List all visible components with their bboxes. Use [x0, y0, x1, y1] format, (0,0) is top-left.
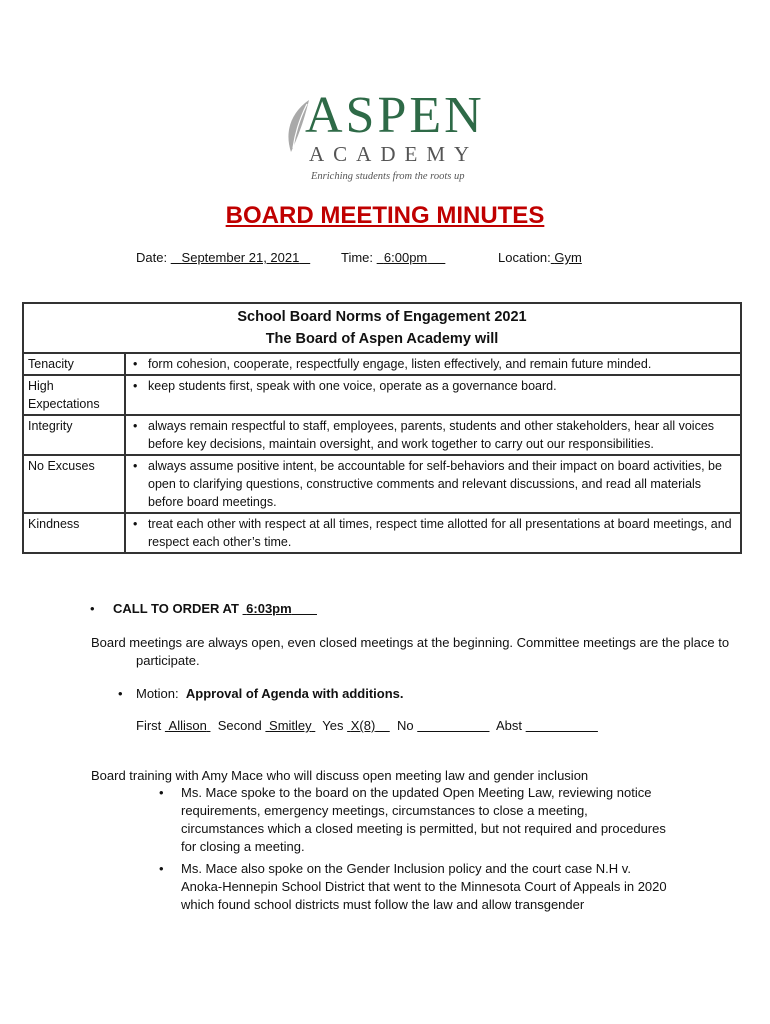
no-value: [417, 718, 489, 733]
table-row: [23, 375, 741, 415]
aspen-academy-logo: [283, 87, 493, 190]
time-field: [341, 250, 445, 265]
vote-line: [136, 717, 598, 735]
location-field: [498, 250, 582, 265]
norm-text: • form cohesion, cooperate, respectfully engage, listen effectively, and remain future minded.: [125, 353, 741, 375]
norm-name: No Excuses: [23, 455, 125, 513]
norm-name: Kindness: [23, 513, 125, 553]
logo-subtitle: ACADEMY: [309, 142, 479, 166]
table-row: [23, 415, 741, 455]
location-label: Location:: [498, 250, 551, 265]
time-label: Time:: [341, 250, 374, 265]
norm-text: • keep students first, speak with one voice, operate as a governance board.: [125, 375, 741, 415]
motion-label: Motion:: [136, 686, 179, 701]
second-label: Second: [217, 718, 262, 733]
open-meetings-paragraph: Board meetings are always open, even closed meetings at the beginning. Committee meetings are the place to participate.: [91, 635, 730, 668]
training-bullet-2: Ms. Mace also spoke on the Gender Inclusion policy and the court case N.H v. Anoka-Hennepin School District that went to the Minnesota Court of Appeals in 2020 which found school districts must follow the law and allow transgender: [181, 861, 667, 912]
table-row: [23, 353, 741, 375]
motion-line: [136, 685, 404, 703]
norm-name: Tenacity: [23, 353, 125, 375]
no-label: No: [397, 718, 414, 733]
date-label: Date:: [136, 250, 168, 265]
norms-heading: [23, 303, 741, 353]
bullet-icon: •: [118, 686, 123, 701]
document-title: BOARD MEETING MINUTES: [225, 202, 545, 229]
norms-heading-subtitle: The Board of Aspen Academy will: [265, 331, 499, 347]
second-value: Smitley: [269, 718, 312, 733]
date-value: September 21, 2021: [181, 250, 300, 265]
logo-wordmark: ASPEN: [305, 87, 485, 144]
logo-tagline: Enriching students from the roots up: [311, 171, 465, 182]
norm-name: High Expectations: [23, 375, 125, 415]
abst-value: [526, 718, 598, 733]
first-label: First: [136, 718, 162, 733]
bullet-icon: •: [159, 861, 164, 876]
norm-text: • always remain respectful to staff, employees, parents, students and other stakeholders, hear all voices before key decisions, maintain oversight, and work together to carry out our responsibilities.: [125, 415, 741, 455]
time-value: 6:00pm: [383, 250, 428, 265]
first-value: Allison: [168, 718, 207, 733]
call-to-order: [113, 600, 317, 618]
table-row: [23, 455, 741, 513]
bullet-icon: •: [159, 785, 164, 800]
training-intro: Board training with Amy Mace who will discuss open meeting law and gender inclusion: [91, 768, 589, 783]
norm-name: Integrity: [23, 415, 125, 455]
table-row: [23, 513, 741, 553]
location-value: Gym: [554, 250, 582, 265]
norms-heading-title: School Board Norms of Engagement 2021: [237, 309, 527, 325]
bullet-icon: •: [90, 601, 95, 616]
norm-text: • treat each other with respect at all times, respect time allotted for all presentations at board meetings, and respect each other’s time.: [125, 513, 741, 553]
abst-label: Abst: [496, 718, 523, 733]
training-bullet-1: Ms. Mace spoke to the board on the updated Open Meeting Law, reviewing notice requirements, emergency meetings, circumstances to close a meeting, circumstances which a closed meeting is permitted, but not required and procedures for closing a meeting.: [181, 785, 666, 854]
yes-value: X(8): [350, 718, 376, 733]
date-field: [136, 250, 310, 265]
call-to-order-label: CALL TO ORDER AT: [113, 601, 239, 616]
motion-text: Approval of Agenda with additions.: [185, 686, 404, 701]
norm-text: • always assume positive intent, be accountable for self-behaviors and their impact on board activities, be open to clarifying questions, constructive comments and relevant discussions, and read all materials before board meetings.: [125, 455, 741, 513]
norms-table: [22, 302, 742, 554]
yes-label: Yes: [322, 718, 344, 733]
call-to-order-time: 6:03pm: [246, 601, 292, 616]
